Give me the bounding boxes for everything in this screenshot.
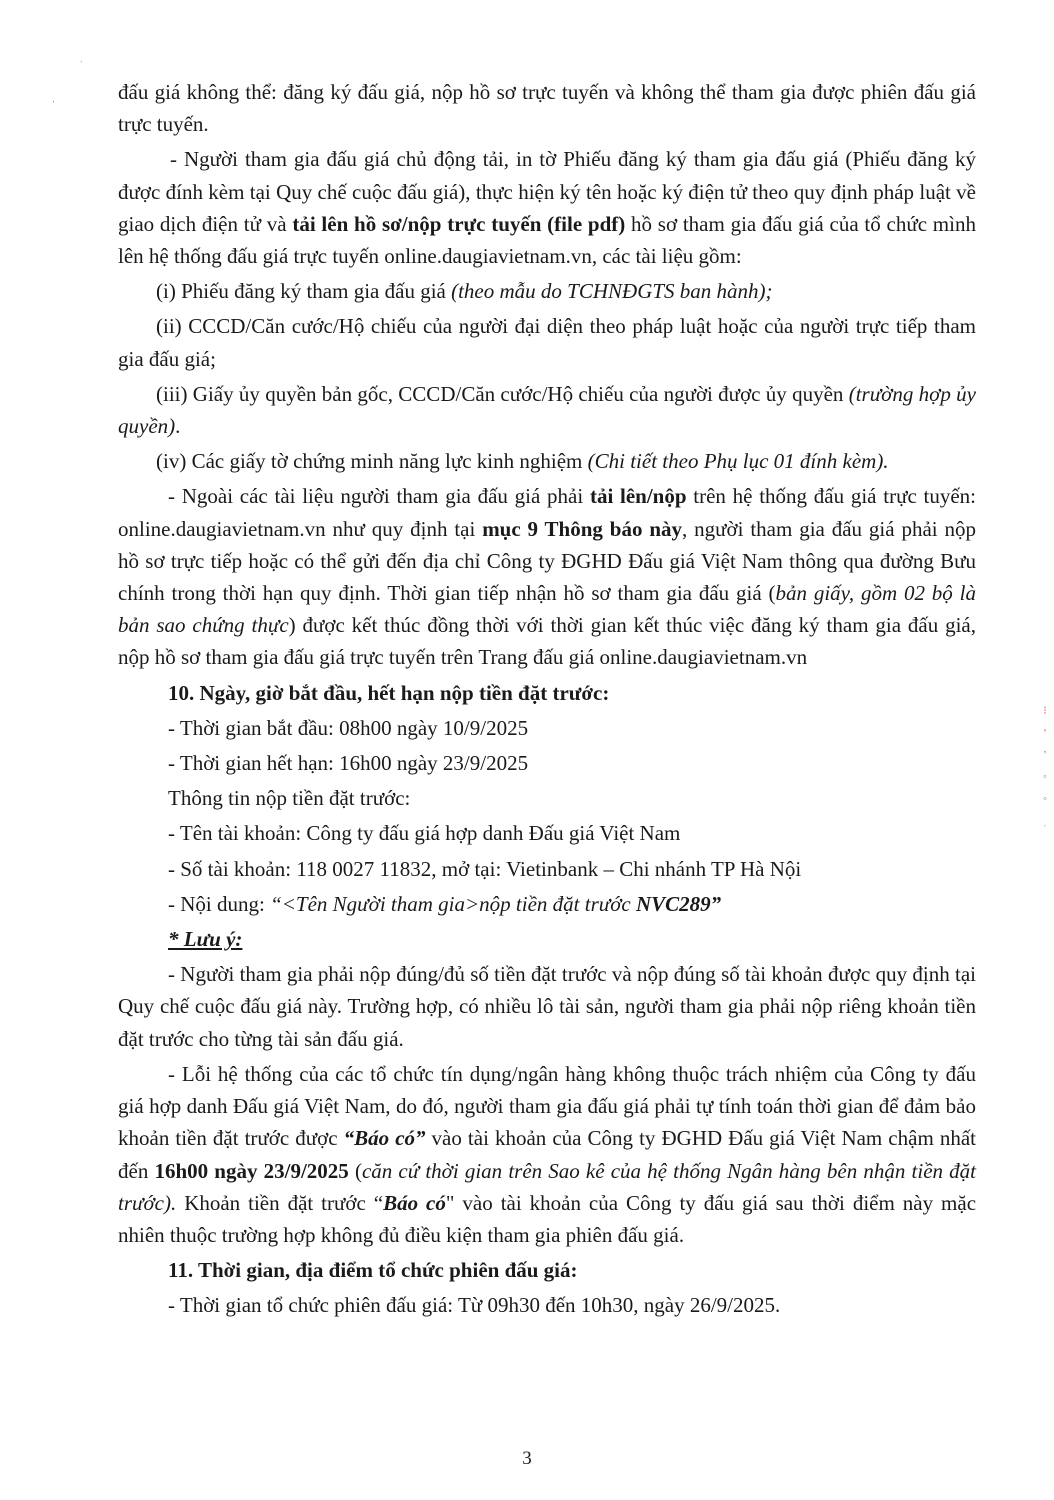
note-paragraph-2 (118, 1058, 976, 1251)
italic-text: (theo mẫu do TCHNĐGTS ban hành); (451, 279, 773, 304)
bold-text: tải lên/nộp (589, 484, 687, 509)
text-run: - Nội dung: (168, 891, 271, 916)
paragraph-continuation: đấu giá không thể: đăng ký đấu giá, nộp hồ sơ trực tuyến và không thể tham gia được phiên đấu giá trực tuyến. (118, 80, 976, 137)
note-label: * Lưu ý: (168, 927, 243, 952)
bold-text (383, 1191, 446, 1215)
account-name: - Tên tài khoản: Công ty đấu giá hợp danh Đấu giá Việt Nam (168, 821, 681, 846)
text-run: (iv) Các giấy tờ chứng minh năng lực kinh nghiệm (156, 449, 588, 474)
italic-text: NVC289” (636, 891, 722, 916)
text-run: - Ngoài các tài liệu người tham gia đấu giá phải (168, 484, 590, 509)
bold-text: mục 9 Thông báo này (482, 516, 683, 541)
text-run: trên hệ thống đấu giá trực tuyến: online.daugiavietnam.vn như quy định tại (118, 484, 976, 541)
text-run: vào tài khoản của Công ty ĐGHD Đấu giá Việt Nam chậm nhất đến (118, 1126, 976, 1183)
text-run: - Người tham gia đấu giá chủ động tải, in tờ Phiếu đăng ký tham gia đấu giá (Phiếu đăng ký được đính kèm tại Quy chế cuộc đấu giá), thực hiện ký tên hoặc ký điện tử theo quy định pháp luật về giao dịch điện tử và (118, 147, 976, 236)
list-item-ii: (ii) CCCD/Căn cước/Hộ chiếu của người đại diện theo pháp luật hoặc của người trực tiếp tham gia đấu giá; (118, 314, 976, 371)
paragraph-upload-instructions (118, 143, 976, 272)
red-stamp-edge (1038, 700, 1052, 850)
list-item-iii (118, 378, 976, 442)
page-number: 3 (522, 1448, 532, 1469)
italic-text: (trường hợp ủy quyền) (118, 381, 976, 439)
stamp-fragment: ʼ (1043, 749, 1047, 761)
document-page (118, 76, 976, 1322)
scan-speck: ˋ (80, 60, 83, 69)
section-heading-10: 10. Ngày, giờ bắt đầu, hết hạn nộp tiền đặt trước: (168, 680, 610, 705)
text-run: , người tham gia đấu giá phải nộp hồ sơ trực tiếp hoặc có thể gửi đến địa chỉ Công ty ĐGHD Đấu giá Việt Nam thông qua đường Bưu chính trong thời hạn quy định. Thời gian tiếp nhận hồ sơ tham gia đấu giá ( (118, 516, 976, 606)
bold-text: 16h00 ngày 23/9/2025 (154, 1158, 349, 1183)
stamp-fragment: ◦ (1043, 771, 1047, 783)
bold-text (636, 892, 721, 916)
list-item-i (118, 275, 976, 307)
section-heading-11: 11. Thời gian, địa điểm tổ chức phiên đấu giá: (168, 1258, 578, 1283)
deposit-info-label: Thông tin nộp tiền đặt trước: (168, 786, 411, 811)
account-number: - Số tài khoản: 118 0027 11832, mở tại: Vietinbank – Chi nhánh TP Hà Nội (168, 856, 802, 881)
italic-text: “Báo có” (343, 1126, 426, 1151)
note-heading (118, 923, 976, 955)
stamp-fragment: ◦ (1043, 793, 1047, 805)
stamp-fragment: ˌ (1043, 815, 1047, 827)
note-paragraph-1: - Người tham gia phải nộp đúng/đủ số tiền đặt trước và nộp đúng số tài khoản được quy định tại Quy chế cuộc đấu giá này. Trường hợp, có nhiều lô tài sản, người tham gia phải nộp riêng khoản tiền đặt trước cho từng tài sản đấu giá. (118, 962, 976, 1051)
deposit-start-time: - Thời gian bắt đầu: 08h00 ngày 10/9/2025 (168, 715, 529, 740)
text-run: (i) Phiếu đăng ký tham gia đấu giá (156, 279, 452, 304)
scan-speck: ˌ (52, 92, 56, 103)
transfer-content (118, 888, 976, 920)
bold-text (344, 1126, 426, 1150)
auction-session-time: - Thời gian tổ chức phiên đấu giá: Từ 09h30 đến 10h30, ngày 26/9/2025. (168, 1293, 781, 1318)
text-run: Khoản tiền đặt trước “ (176, 1190, 384, 1215)
text-run: hồ sơ tham gia đấu giá của tổ chức mình lên hệ thống đấu giá trực tuyến online.daugiavietnam.vn, các tài liệu gồm: (118, 211, 976, 269)
text-run: - Lỗi hệ thống của các tổ chức tín dụng/ngân hàng không thuộc trách nhiệm của Công ty đấu giá hợp danh Đấu giá Việt Nam, do đó, người tham gia đấu giá phải tự tính toán thời gian để đảm bảo khoản tiền đặt trước được (118, 1061, 976, 1151)
deposit-end-time: - Thời gian hết hạn: 16h00 ngày 23/9/2025 (168, 751, 529, 776)
stamp-fragment: ⁝ (1043, 705, 1047, 717)
text-run: (iii) Giấy ủy quyền bản gốc, CCCD/Căn cước/Hộ chiếu của người được ủy quyền (156, 381, 849, 406)
text-run: . (175, 414, 181, 439)
text-run: " vào tài khoản của Công ty đấu giá sau thời điểm này mặc nhiên thuộc trường hợp không đủ điều kiện tham gia phiên đấu giá. (118, 1190, 977, 1247)
paragraph-submission (118, 480, 976, 673)
italic-text: bản giấy, gồm 02 bộ là bản sao chứng thực (118, 581, 976, 638)
bold-text: tải lên hồ sơ/nộp trực tuyến (file pdf) (292, 211, 626, 236)
text-run: ) được kết thúc đồng thời với thời gian kết thúc việc đăng ký tham gia đấu giá, nộp hồ sơ tham gia đấu giá trực tuyến trên Trang đấu giá online.daugiavietnam.vn (118, 613, 976, 670)
stamp-fragment: ꞌ (1044, 727, 1046, 739)
italic-text: (Chi tiết theo Phụ lục 01 đính kèm). (587, 449, 889, 474)
italic-text: căn cứ thời gian trên Sao kê của hệ thống Ngân hàng bên nhận tiền đặt trước). (118, 1158, 976, 1215)
text-run: ( (348, 1158, 362, 1183)
list-item-iv (118, 445, 976, 477)
italic-text: Báo có (383, 1190, 446, 1215)
italic-text: “<Tên Người tham gia>nộp tiền đặt trước (270, 891, 636, 916)
